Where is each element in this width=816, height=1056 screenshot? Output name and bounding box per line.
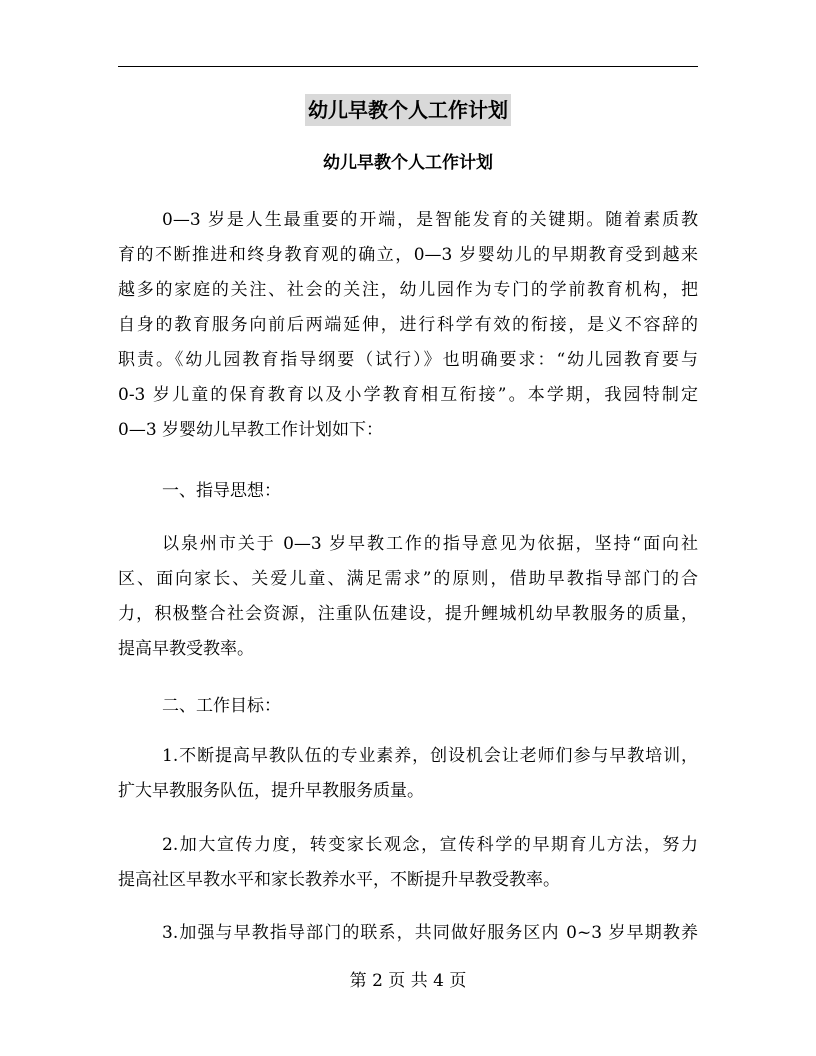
guiding-ideology-paragraph: [118, 527, 698, 667]
paragraph-line: 以泉州市关于 0—3 岁早教工作的指导意见为依据，坚持“面向社: [162, 534, 698, 554]
paragraph-line: 扩大早教服务队伍，提升早教服务质量。: [118, 781, 424, 801]
paragraph-line: 提高早教受教率。: [118, 639, 254, 659]
paragraph-line: 1.不断提高早教队伍的专业素养，创设机会让老师们参与早教培训，: [162, 746, 698, 766]
paragraph-line: 越多的家庭的关注、社会的关注，幼儿园作为专门的学前教育机构，把: [118, 280, 698, 300]
section-heading-guiding-ideology: 一、指导思想：: [162, 481, 281, 501]
paragraph-line: 2.加大宣传力度，转变家长观念，宣传科学的早期育儿方法，努力: [162, 835, 698, 855]
paragraph-line: 力，积极整合社会资源，注重队伍建设，提升鲤城机幼早教服务的质量，: [118, 604, 698, 624]
header-rule: [118, 66, 698, 67]
intro-paragraph: [118, 203, 698, 448]
goal-3-paragraph: [118, 916, 698, 951]
document-subtitle: 幼儿早教个人工作计划: [323, 153, 493, 173]
paragraph-line: 区、面向家长、关爱儿童、满足需求”的原则，借助早教指导部门的合: [118, 569, 698, 589]
goal-2-paragraph: [118, 828, 698, 898]
paragraph-line: 0—3 岁是人生最重要的开端，是智能发育的关键期。随着素质教: [162, 210, 698, 230]
goal-1-paragraph: [118, 739, 698, 809]
section-heading-work-goals: 二、工作目标：: [162, 696, 281, 716]
document-title-text: 幼儿早教个人工作计划: [305, 94, 511, 126]
paragraph-line: 自身的教育服务向前后两端延伸，进行科学有效的衔接，是义不容辞的: [118, 315, 698, 335]
paragraph-line: 育的不断推进和终身教育观的确立，0—3 岁婴幼儿的早期教育受到越来: [118, 245, 698, 265]
page-footer: 第 2 页 共 4 页: [349, 971, 467, 991]
paragraph-line: 职责。《幼儿园教育指导纲要（试行）》也明确要求：“幼儿园教育要与: [118, 350, 698, 370]
paragraph-line: 提高社区早教水平和家长教养水平，不断提升早教受教率。: [118, 870, 560, 890]
paragraph-line: 0—3 岁婴幼儿早教工作计划如下：: [118, 420, 384, 440]
paragraph-line: 3.加强与早教指导部门的联系，共同做好服务区内 0~3 岁早期教养: [162, 923, 698, 943]
document-title: [0, 94, 816, 130]
paragraph-line: 0-3 岁儿童的保育教育以及小学教育相互衔接”。本学期，我园特制定: [118, 385, 698, 405]
